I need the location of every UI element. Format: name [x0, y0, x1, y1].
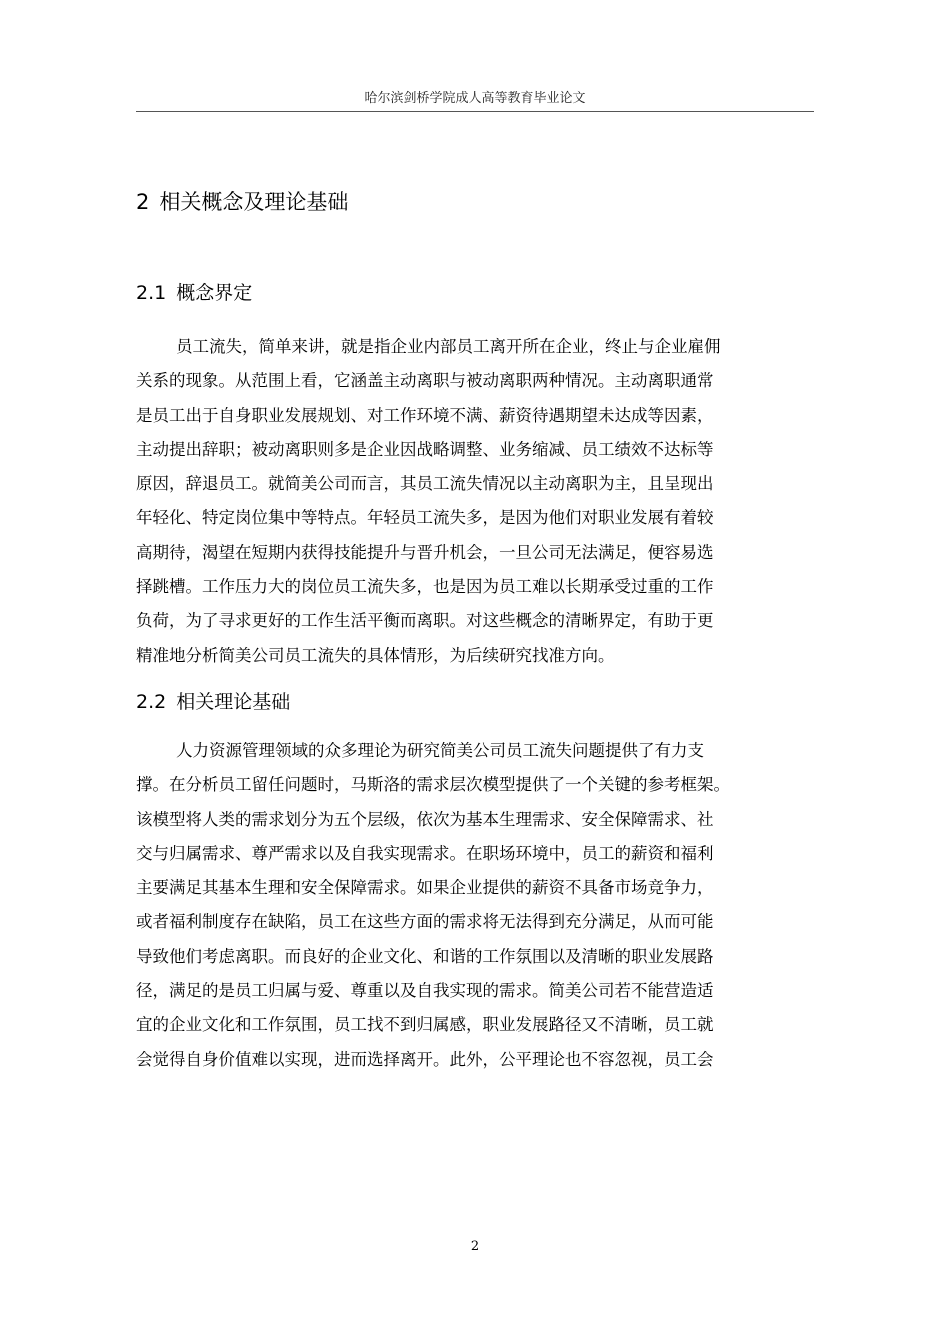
- paragraph-theoretical-basis: [136, 734, 811, 1077]
- header-divider: [136, 111, 814, 112]
- text-line: 高期待，渴望在短期内获得技能提升与晋升机会，一旦公司无法满足，便容易选: [136, 542, 714, 562]
- section-heading-2-1: [136, 279, 252, 307]
- text-line: 精准地分析简美公司员工流失的具体情形，为后续研究找准方向。: [136, 645, 615, 665]
- text-line: 是员工出于自身职业发展规划、对工作环境不满、薪资待遇期望未达成等因素，: [136, 405, 714, 425]
- text-line: 人力资源管理领域的众多理论为研究简美公司员工流失问题提供了有力支: [176, 741, 704, 760]
- running-header: 哈尔滨剑桥学院成人高等教育毕业论文: [364, 91, 586, 106]
- chapter-title: 相关概念及理论基础: [159, 190, 349, 214]
- section-title: 概念界定: [176, 282, 253, 304]
- text-line: 会觉得自身价值难以实现，进而选择离开。此外，公平理论也不容忽视，员工会: [136, 1049, 714, 1069]
- text-line: 该模型将人类的需求划分为五个层级，依次为基本生理需求、安全保障需求、社: [136, 809, 714, 829]
- text-line: 原因，辞退员工。就简美公司而言，其员工流失情况以主动离职为主，且呈现出: [136, 474, 714, 494]
- text-line: 负荷，为了寻求更好的工作生活平衡而离职。对这些概念的清晰界定，有助于更: [136, 611, 714, 631]
- section-number: 2.1: [136, 282, 167, 304]
- text-line: 主动提出辞职；被动离职则多是企业因战略调整、业务缩减、员工绩效不达标等: [136, 439, 714, 459]
- page-number: 2: [470, 1239, 480, 1254]
- text-line: 择跳槽。工作压力大的岗位员工流失多，也是因为员工难以长期承受过重的工作: [136, 577, 714, 597]
- text-line: 员工流失，简单来讲，就是指企业内部员工离开所在企业，终止与企业雇佣: [176, 337, 721, 356]
- chapter-number: 2: [136, 190, 150, 214]
- text-line: 交与归属需求、尊严需求以及自我实现需求。在职场环境中，员工的薪资和福利: [136, 843, 714, 863]
- paragraph-concept-definition: [136, 330, 811, 673]
- text-line: 关系的现象。从范围上看，它涵盖主动离职与被动离职两种情况。主动离职通常: [136, 371, 714, 391]
- text-line: 径，满足的是员工归属与爱、尊重以及自我实现的需求。简美公司若不能营造适: [136, 981, 714, 1001]
- section-title: 相关理论基础: [176, 691, 291, 713]
- text-line: 主要满足其基本生理和安全保障需求。如果企业提供的薪资不具备市场竞争力，: [136, 878, 714, 898]
- section-heading-2-2: [136, 688, 290, 716]
- text-line: 或者福利制度存在缺陷，员工在这些方面的需求将无法得到充分满足，从而可能: [136, 912, 714, 932]
- text-line: 导致他们考虑离职。而良好的企业文化、和谐的工作氛围以及清晰的职业发展路: [136, 946, 714, 966]
- text-line: 年轻化、特定岗位集中等特点。年轻员工流失多，是因为他们对职业发展有着较: [136, 508, 714, 528]
- chapter-heading: [136, 187, 348, 217]
- section-number: 2.2: [136, 691, 167, 713]
- text-line: 宜的企业文化和工作氛围，员工找不到归属感，职业发展路径又不清晰，员工就: [136, 1015, 714, 1035]
- text-line: 撑。在分析员工留任问题时，马斯洛的需求层次模型提供了一个关键的参考框架。: [136, 775, 730, 795]
